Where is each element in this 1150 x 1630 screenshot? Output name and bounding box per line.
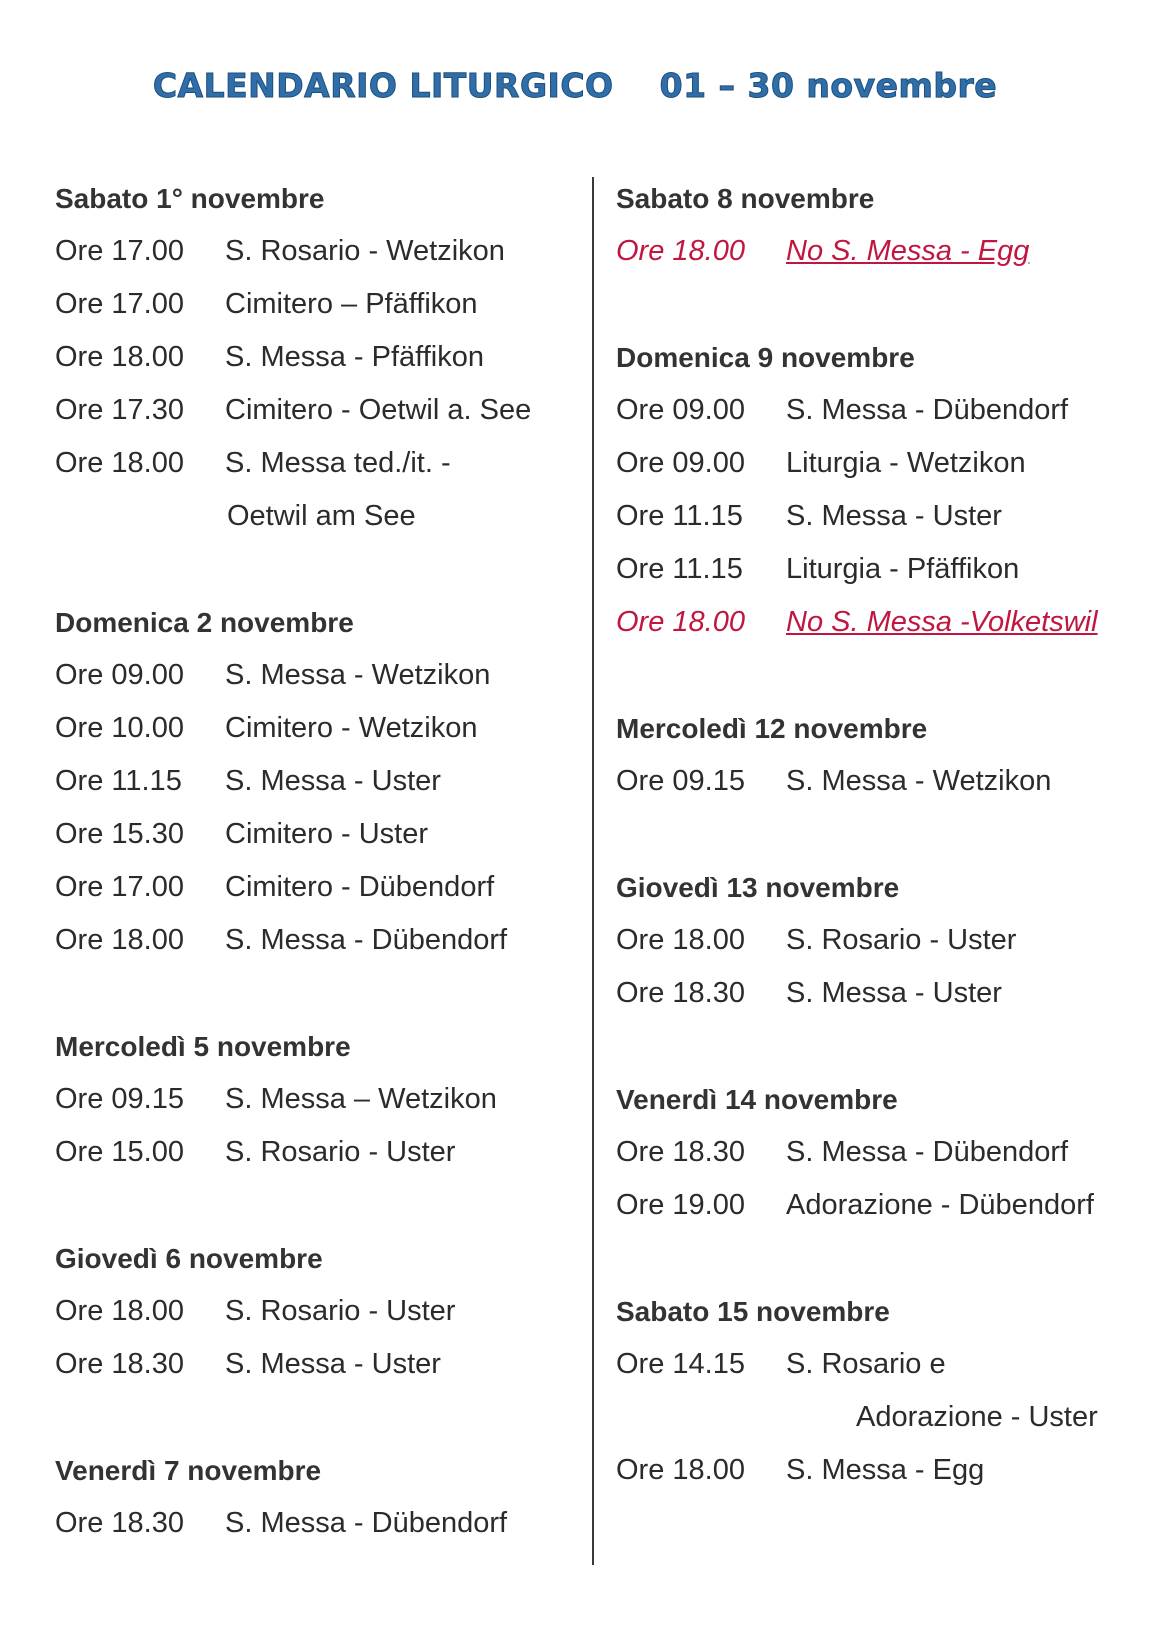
schedule-entry [616, 1126, 1136, 1179]
day-heading: Giovedì 13 novembre [616, 872, 900, 903]
schedule-entry [616, 755, 1136, 808]
entry-event: Cimitero - Dübendorf [225, 871, 495, 903]
entry-time: Ore 14.15 [616, 1348, 745, 1380]
entry-event: Cimitero – Pfäffikon [225, 288, 478, 320]
entry-time: Ore 18.00 [55, 924, 184, 956]
schedule-entry [55, 1073, 575, 1126]
entry-time: Ore 09.00 [55, 659, 184, 691]
schedule-entry [616, 1444, 1136, 1497]
right-column [616, 172, 1136, 1497]
entry-event: S. Rosario - Uster [786, 924, 1017, 956]
day-heading: Sabato 15 novembre [616, 1296, 890, 1327]
schedule-entry [55, 225, 575, 278]
entry-time: Ore 19.00 [616, 1189, 745, 1221]
entry-event: S. Messa - Uster [786, 500, 1002, 532]
schedule-entry [55, 755, 575, 808]
day-heading: Sabato 1° novembre [55, 183, 325, 214]
entry-time: Ore 18.30 [616, 1136, 745, 1168]
entry-time: Ore 17.00 [55, 288, 184, 320]
entry-event: S. Messa - Uster [225, 765, 441, 797]
entry-event: S. Messa - Dübendorf [225, 924, 508, 956]
entry-event: S. Messa ted./it. - [225, 447, 451, 479]
entry-time: Ore 18.00 [55, 341, 184, 373]
schedule-entry [616, 1179, 1136, 1232]
entry-time: Ore 09.00 [616, 394, 745, 426]
entry-event: S. Messa - Uster [225, 1348, 441, 1380]
entry-time: Ore 15.30 [55, 818, 184, 850]
schedule-entry [616, 437, 1136, 490]
entry-time: Ore 10.00 [55, 712, 184, 744]
schedule-entry [55, 649, 575, 702]
entry-event: S. Messa - Pfäffikon [225, 341, 484, 373]
schedule-entry [55, 384, 575, 437]
entry-time: Ore 18.00 [55, 447, 184, 479]
schedule-entry [616, 1338, 1136, 1391]
entry-event: No S. Messa - Egg [786, 235, 1030, 267]
entry-time: Ore 18.00 [616, 924, 745, 956]
schedule-entry [616, 384, 1136, 437]
schedule-entry [55, 1285, 575, 1338]
title-main: CALENDARIO LITURGICO [152, 66, 614, 105]
schedule-entry [616, 543, 1136, 596]
entry-time: Ore 18.00 [616, 235, 745, 267]
schedule-entry [55, 437, 575, 490]
day-heading: Mercoledì 12 novembre [616, 713, 928, 744]
entry-event: S. Rosario e [786, 1348, 946, 1380]
entry-event: S. Messa - Dübendorf [786, 394, 1069, 426]
cancelled-entry [616, 596, 1136, 649]
entry-event: Liturgia - Pfäffikon [786, 553, 1020, 585]
schedule-entry [55, 1497, 575, 1550]
entry-time: Ore 18.30 [616, 977, 745, 1009]
entry-time: Ore 15.00 [55, 1136, 184, 1168]
entry-time: Ore 17.00 [55, 235, 184, 267]
schedule-entry [55, 808, 575, 861]
left-column [55, 172, 575, 1550]
entry-event: Cimitero - Wetzikon [225, 712, 478, 744]
entry-event: S. Rosario - Wetzikon [225, 235, 505, 267]
entry-time: Ore 11.15 [616, 500, 743, 532]
entry-event: No S. Messa -Volketswil [786, 606, 1098, 638]
entry-event: S. Rosario - Uster [225, 1295, 456, 1327]
entry-event: S. Messa - Wetzikon [225, 659, 491, 691]
entry-time: Ore 18.30 [55, 1348, 184, 1380]
schedule-entry [55, 702, 575, 755]
day-heading: Mercoledì 5 novembre [55, 1031, 351, 1062]
entry-time: Ore 09.00 [616, 447, 745, 479]
cancelled-entry [616, 225, 1136, 278]
entry-event: S. Messa - Dübendorf [786, 1136, 1069, 1168]
schedule-entry [616, 967, 1136, 1020]
entry-time: Ore 17.30 [55, 394, 184, 426]
day-heading: Venerdì 14 novembre [616, 1084, 898, 1115]
day-heading: Sabato 8 novembre [616, 183, 875, 214]
entry-time: Ore 18.00 [616, 606, 745, 638]
entry-time: Ore 11.15 [616, 553, 743, 585]
entry-event: S. Rosario - Uster [225, 1136, 456, 1168]
column-divider [592, 177, 594, 1565]
schedule-entry [55, 331, 575, 384]
entry-event: S. Messa - Dübendorf [225, 1507, 508, 1539]
schedule-entry [616, 490, 1136, 543]
schedule-entry [616, 914, 1136, 967]
entry-event: Cimitero - Oetwil a. See [225, 394, 532, 426]
schedule-entry [55, 278, 575, 331]
schedule-entry [55, 914, 575, 967]
schedule-entry [55, 861, 575, 914]
day-heading: Giovedì 6 novembre [55, 1243, 323, 1274]
entry-event: S. Messa - Uster [786, 977, 1002, 1009]
schedule-entry [55, 1126, 575, 1179]
entry-event: S. Messa – Wetzikon [225, 1083, 497, 1115]
entry-time: Ore 18.00 [55, 1295, 184, 1327]
entry-event: S. Messa - Egg [786, 1454, 985, 1486]
entry-time: Ore 18.30 [55, 1507, 184, 1539]
day-heading: Domenica 2 novembre [55, 607, 354, 638]
entry-time: Ore 17.00 [55, 871, 184, 903]
entry-event: Adorazione - Dübendorf [786, 1189, 1094, 1221]
entry-time: Ore 09.15 [616, 765, 745, 797]
entry-event: S. Messa - Wetzikon [786, 765, 1052, 797]
entry-time: Ore 11.15 [55, 765, 182, 797]
entry-continuation: Adorazione - Uster [856, 1401, 1098, 1433]
entry-event: Cimitero - Uster [225, 818, 429, 850]
entry-time: Ore 09.15 [55, 1083, 184, 1115]
entry-continuation: Oetwil am See [227, 500, 416, 532]
entry-time: Ore 18.00 [616, 1454, 745, 1486]
page-title [0, 66, 1150, 105]
schedule-entry [55, 1338, 575, 1391]
title-date-range: 01 – 30 novembre [659, 66, 998, 105]
day-heading: Venerdì 7 novembre [55, 1455, 322, 1486]
day-heading: Domenica 9 novembre [616, 342, 915, 373]
entry-event: Liturgia - Wetzikon [786, 447, 1026, 479]
